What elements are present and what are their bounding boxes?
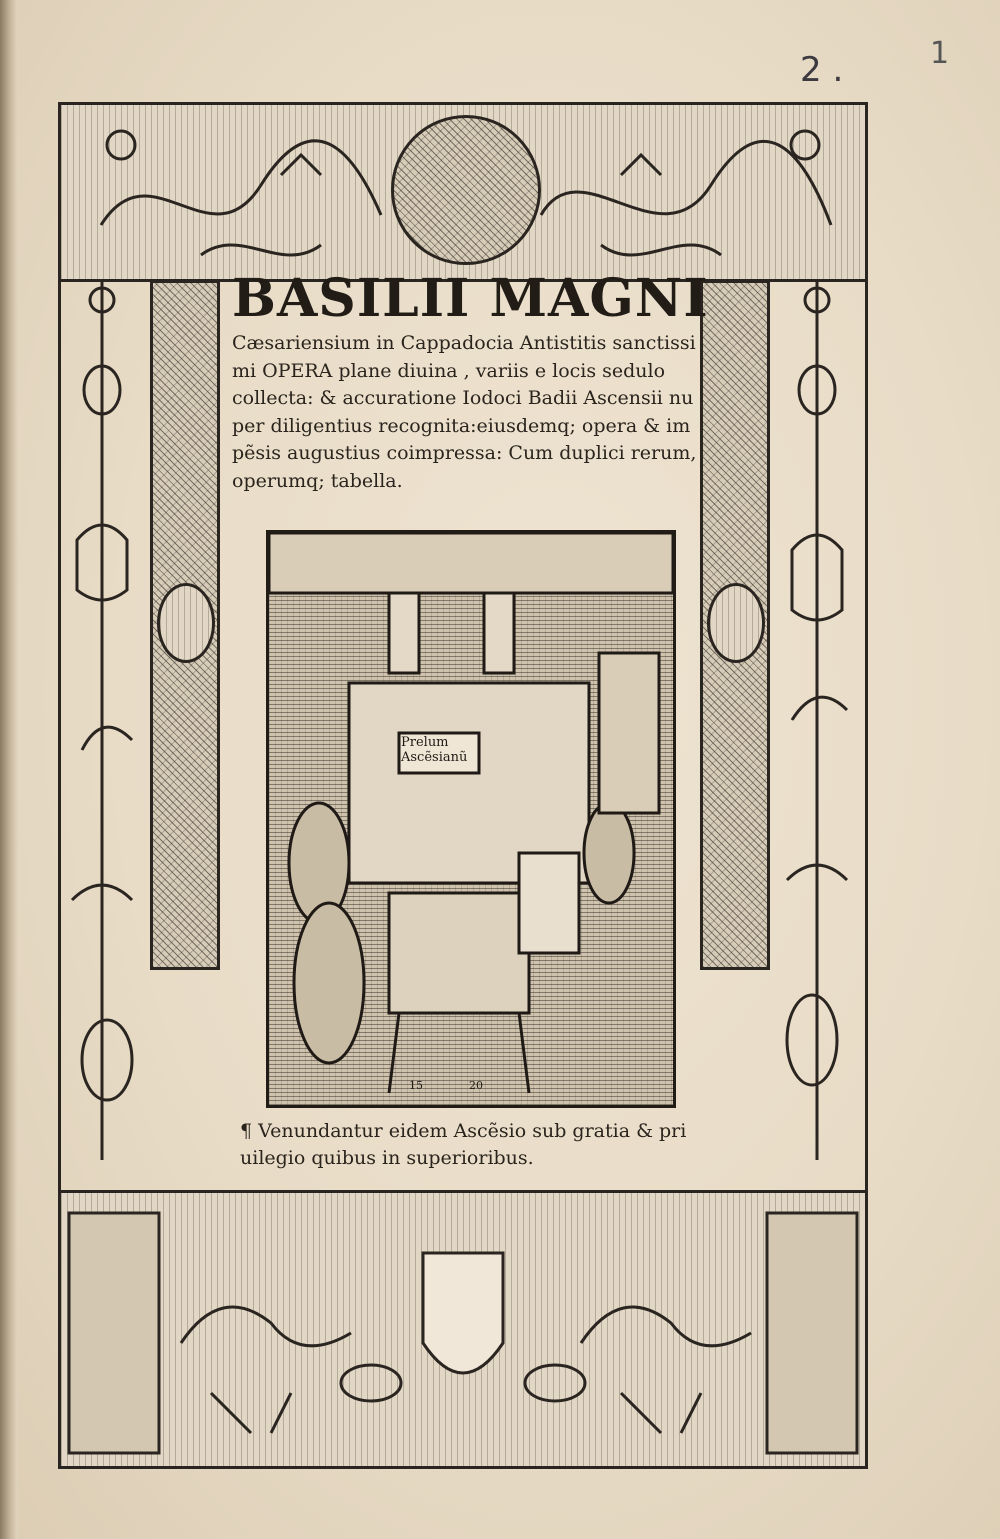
subtitle-line: Cæsariensium in Cappadocia Antistitis sanctissi xyxy=(232,332,696,354)
left-column xyxy=(150,280,220,970)
page-number-annotation: 1 xyxy=(930,36,950,71)
book-gutter xyxy=(0,0,18,1539)
press-label-line: Prelum xyxy=(401,735,449,750)
right-portrait-medallion xyxy=(707,583,765,663)
printing-press-woodcut xyxy=(266,530,676,1108)
left-portrait-medallion xyxy=(157,583,215,663)
right-side-ornament xyxy=(772,280,862,1180)
folio-mark-annotation: 2 . xyxy=(800,50,844,90)
bottom-ornament-drawing xyxy=(61,1193,865,1466)
title-description xyxy=(232,330,697,495)
top-ornament-band xyxy=(58,102,868,282)
left-side-ornament xyxy=(62,280,148,1180)
subtitle-line: collecta: & accuratione Iodoci Badii Ascensii nu xyxy=(232,387,694,409)
imprint-line: ¶ Venundantur eidem Ascẽsio sub gratia & pri xyxy=(240,1120,687,1142)
book-title: BASILII MAGNI xyxy=(232,268,709,329)
subtitle-line: mi OPERA plane diuina , variis e locis sedulo xyxy=(232,359,666,382)
press-label-line: Ascẽsianũ xyxy=(401,750,468,765)
year-mark-left: 15 xyxy=(409,1079,423,1092)
bottom-ornament-band xyxy=(58,1190,868,1469)
year-mark-right: 20 xyxy=(469,1079,483,1092)
scholar-medallion xyxy=(391,115,541,265)
subtitle-line: operumq; tabella. xyxy=(232,469,403,492)
imprint xyxy=(240,1118,690,1172)
imprint-line: uilegio quibus in superioribus. xyxy=(240,1147,534,1169)
right-column xyxy=(700,280,770,970)
press-illustration xyxy=(269,533,673,1105)
subtitle-line: pẽsis augustius coimpressa: Cum duplici rerum, xyxy=(232,442,697,464)
subtitle-line: per diligentius recognita:eiusdemq; opera & im xyxy=(232,414,691,437)
press-label xyxy=(401,735,467,765)
